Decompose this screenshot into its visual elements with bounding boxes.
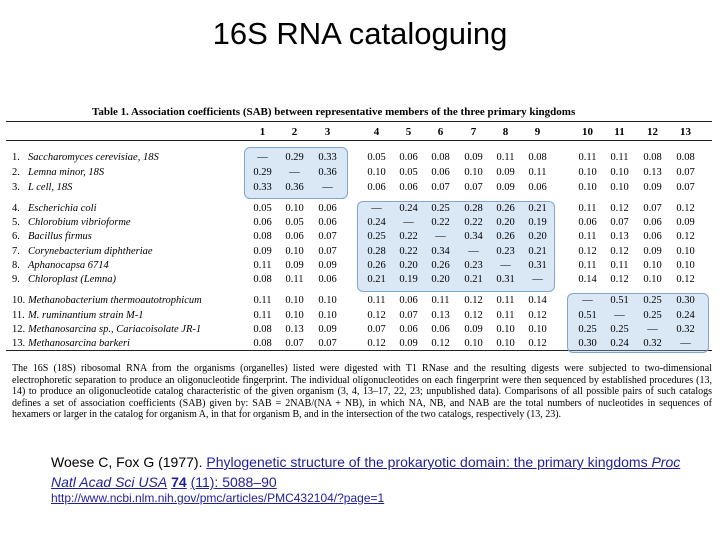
table-cell: 0.06: [399, 324, 418, 335]
table-cell: 0.24: [399, 203, 418, 214]
column-header-7: 7: [470, 126, 477, 138]
row-label: [12, 167, 104, 178]
organism-name: Aphanocapsa 6714: [28, 260, 109, 271]
table-cell: 0.06: [399, 152, 418, 163]
table-cell: 0.06: [318, 203, 337, 214]
table-cell: 0.12: [464, 310, 483, 321]
table-cell: 0.06: [643, 231, 662, 242]
table-cell: —: [680, 338, 691, 349]
table-cell: 0.09: [399, 338, 418, 349]
table-cell: 0.07: [367, 324, 386, 335]
table-cell: 0.09: [643, 182, 662, 193]
table-cell: 0.28: [464, 203, 483, 214]
table-cell: 0.06: [285, 231, 304, 242]
table-cell: 0.11: [431, 295, 450, 306]
table-cell: 0.21: [528, 203, 547, 214]
organism-name: Methanosarcina sp., Cariacoisolate JR-1: [28, 324, 202, 335]
table-cell: 0.10: [367, 167, 386, 178]
table-cell: 0.08: [431, 152, 450, 163]
table-cell: 0.10: [464, 338, 483, 349]
table-cell: 0.11: [253, 260, 272, 271]
table-cell: 0.05: [253, 203, 272, 214]
table-cell: 0.11: [578, 231, 597, 242]
table-cell: —: [257, 152, 268, 163]
citation: Woese C, Fox G (1977). Phylogenetic structure of the prokaryotic domain: the primary kingdoms Proc Natl Acad Sci USA 74 (11): 5088–90: [51, 454, 681, 490]
table-cell: 0.20: [399, 260, 418, 271]
table-cell: 0.20: [431, 274, 450, 285]
table-cell: 0.06: [578, 217, 597, 228]
citation-issue[interactable]: (11): [190, 474, 215, 490]
column-header-9: 9: [534, 126, 541, 138]
table-cell: 0.28: [367, 246, 386, 257]
table-cell: 0.11: [253, 295, 272, 306]
table-cell: 0.13: [431, 310, 450, 321]
table-cell: 0.22: [399, 231, 418, 242]
table-cell: 0.10: [610, 167, 629, 178]
table-cell: —: [532, 274, 543, 285]
table-cell: 0.11: [367, 295, 386, 306]
row-number: 2.: [12, 167, 20, 178]
column-header-6: 6: [437, 126, 444, 138]
table-cell: 0.12: [676, 274, 695, 285]
row-number: 6.: [12, 231, 20, 242]
row-number: 3.: [12, 182, 20, 193]
table-cell: —: [468, 246, 479, 257]
table-cell: 0.21: [528, 246, 547, 257]
table-cell: 0.19: [528, 217, 547, 228]
table-cell: —: [614, 310, 625, 321]
column-header-4: 4: [373, 126, 380, 138]
column-header-3: 3: [324, 126, 331, 138]
table-cell: 0.36: [285, 182, 304, 193]
table-cell: 0.09: [253, 246, 272, 257]
table-cell: —: [647, 324, 658, 335]
citation-url-link[interactable]: http://www.ncbi.nlm.nih.gov/pmc/articles/PMC432104/?page=1: [51, 491, 385, 505]
table-cell: 0.19: [399, 274, 418, 285]
table-cell: 0.11: [496, 310, 515, 321]
row-label: [12, 324, 201, 335]
row-number: 5.: [12, 217, 20, 228]
table-cell: 0.13: [643, 167, 662, 178]
citation-authors: Woese C, Fox G (1977).: [51, 454, 207, 470]
table-footnote: The 16S (18S) ribosomal RNA from the organisms (organelles) listed were digested with T1 RNase and the resulting digests were subjected to two-dimensional electrophoretic separation to produce an oligonucleotide fingerprint. The individual oligonucleotides on each fingerprint were then sequenced by established procedures (13, 14) to produce an oligonucleotide catalog characteristic of the given organism (3, 4, 13–17, 22, 23; unpublished data). Comparisons of all possible pairs of such catalogs defines a set of association coefficients (SAB) given by: SAB = 2NAB/(NA + NB), in which NA, NB, and NAB are the total numbers of nucleotides in sequences of hexamers or larger in the catalog for organism A, in that for organism B, and in the intersection of the two catalogs, respectively (13, 23).: [12, 363, 712, 421]
row-label: [12, 295, 202, 306]
table-cell: 0.07: [318, 246, 337, 257]
table-cell: 0.12: [367, 338, 386, 349]
table-cell: 0.05: [285, 217, 304, 228]
organism-name: M. ruminantium strain M-1: [28, 310, 144, 321]
table-cell: 0.10: [676, 260, 695, 271]
table-cell: 0.10: [285, 310, 304, 321]
table-cell: —: [403, 217, 414, 228]
table-cell: 0.12: [367, 310, 386, 321]
table-cell: 0.26: [496, 231, 515, 242]
row-number: 13.: [12, 338, 26, 349]
row-number: 10.: [12, 295, 26, 306]
table-cell: 0.29: [285, 152, 304, 163]
table-cell: 0.12: [610, 203, 629, 214]
organism-name: Corynebacterium diphtheriae: [28, 246, 153, 257]
row-number: 11.: [12, 310, 25, 321]
table-cell: 0.26: [367, 260, 386, 271]
table-cell: 0.25: [643, 310, 662, 321]
association-coefficient-table: [2, 100, 714, 440]
table-cell: 0.08: [253, 231, 272, 242]
organism-name: Chloroplast (Lemna): [28, 274, 116, 285]
row-label: [12, 274, 116, 285]
table-cell: 0.10: [285, 203, 304, 214]
table-cell: —: [435, 231, 446, 242]
table-cell: 0.33: [253, 182, 272, 193]
table-cell: 0.07: [464, 182, 483, 193]
table-cell: 0.24: [367, 217, 386, 228]
table-cell: 0.25: [367, 231, 386, 242]
table-cell: 0.08: [643, 152, 662, 163]
column-header-10: 10: [582, 126, 593, 138]
table-cell: 0.21: [367, 274, 386, 285]
table-cell: 0.10: [318, 310, 337, 321]
table-cell: 0.07: [610, 217, 629, 228]
row-number: 7.: [12, 246, 20, 257]
table-cell: 0.26: [431, 260, 450, 271]
table-cell: 0.10: [578, 182, 597, 193]
table-cell: 0.10: [676, 246, 695, 257]
table-cell: 0.31: [528, 260, 547, 271]
table-cell: 0.13: [285, 324, 304, 335]
table-cell: —: [322, 182, 333, 193]
table-cell: 0.06: [431, 324, 450, 335]
table-cell: 0.10: [496, 324, 515, 335]
table-cell: 0.22: [399, 246, 418, 257]
table-cell: 0.13: [610, 231, 629, 242]
table-cell: 0.51: [578, 310, 597, 321]
table-cell: 0.12: [431, 338, 450, 349]
table-cell: 0.09: [643, 246, 662, 257]
table-cell: 0.11: [610, 260, 629, 271]
organism-name: Methanobacterium thermoautotrophicum: [28, 295, 202, 306]
row-number: 1.: [12, 152, 20, 163]
table-cell: 0.12: [610, 246, 629, 257]
table-cell: 0.11: [496, 295, 515, 306]
table-cell: 0.34: [464, 231, 483, 242]
table-cell: 0.09: [676, 217, 695, 228]
row-label: [12, 152, 159, 163]
table-cell: 0.24: [610, 338, 629, 349]
table-cell: 0.08: [253, 274, 272, 285]
row-number: 4.: [12, 203, 20, 214]
table-cell: 0.22: [464, 217, 483, 228]
citation-title-link[interactable]: Phylogenetic structure of the prokaryotic domain: the primary kingdoms: [206, 454, 648, 470]
table-cell: 0.05: [367, 152, 386, 163]
table-cell: 0.10: [285, 246, 304, 257]
table-cell: —: [500, 260, 511, 271]
table-cell: 0.29: [253, 167, 272, 178]
row-number: 8.: [12, 260, 20, 271]
table-cell: 0.11: [496, 152, 515, 163]
table-cell: 0.07: [676, 182, 695, 193]
table-cell: 0.12: [610, 274, 629, 285]
table-cell: 0.31: [496, 274, 515, 285]
column-header-2: 2: [291, 126, 298, 138]
table-cell: 0.06: [431, 167, 450, 178]
table-cell: 0.07: [318, 338, 337, 349]
table-cell: 0.25: [431, 203, 450, 214]
table-cell: 0.11: [578, 203, 597, 214]
column-header-8: 8: [502, 126, 509, 138]
table-cell: 0.06: [528, 182, 547, 193]
organism-name: Methanosarcina barkeri: [28, 338, 130, 349]
table-cell: 0.25: [578, 324, 597, 335]
table-cell: —: [582, 295, 593, 306]
row-label: [12, 203, 97, 214]
row-label: [12, 310, 144, 321]
table-cell: 0.12: [528, 338, 547, 349]
table-cell: 0.26: [496, 203, 515, 214]
table-cell: 0.09: [318, 324, 337, 335]
row-number: 12.: [12, 324, 26, 335]
table-cell: 0.06: [399, 295, 418, 306]
citation-journal[interactable]: Proc Natl Acad Sci USA: [51, 454, 681, 490]
table-cell: 0.08: [253, 324, 272, 335]
row-label: [12, 260, 109, 271]
table-cell: 0.23: [464, 260, 483, 271]
table-cell: 0.20: [528, 231, 547, 242]
table-cell: 0.10: [643, 274, 662, 285]
table-cell: 0.06: [253, 217, 272, 228]
table-cell: 0.12: [464, 295, 483, 306]
table-cell: 0.25: [643, 295, 662, 306]
column-header-12: 12: [647, 126, 658, 138]
table-cell: 0.30: [578, 338, 597, 349]
table-cell: 0.34: [431, 246, 450, 257]
table-cell: 0.09: [496, 167, 515, 178]
table-cell: 0.25: [610, 324, 629, 335]
slide-title: 16S RNA cataloguing: [212, 16, 508, 51]
row-label: [12, 246, 153, 257]
table-cell: 0.09: [464, 152, 483, 163]
table-cell: 0.23: [496, 246, 515, 257]
table-cell: 0.10: [643, 260, 662, 271]
table-cell: 0.07: [643, 203, 662, 214]
table-cell: 0.33: [318, 152, 337, 163]
table-cell: 0.11: [578, 260, 597, 271]
table-cell: 0.09: [318, 260, 337, 271]
organism-name: L cell, 18S: [28, 182, 73, 193]
table-cell: 0.20: [496, 217, 515, 228]
table-cell: 0.05: [399, 167, 418, 178]
table-top-rule: [6, 121, 712, 122]
table-cell: 0.07: [318, 231, 337, 242]
table-cell: 0.10: [610, 182, 629, 193]
table-cell: 0.11: [285, 274, 304, 285]
column-header-11: 11: [614, 126, 625, 138]
table-cell: 0.12: [578, 246, 597, 257]
table-cell: 0.08: [528, 152, 547, 163]
table-cell: 0.07: [399, 310, 418, 321]
table-cell: 0.10: [285, 295, 304, 306]
table-cell: 0.22: [431, 217, 450, 228]
table-cell: 0.10: [496, 338, 515, 349]
organism-name: Bacillus firmus: [28, 231, 92, 242]
table-cell: 0.51: [610, 295, 629, 306]
table-cell: 0.08: [676, 152, 695, 163]
row-label: [12, 217, 131, 228]
table-cell: 0.06: [643, 217, 662, 228]
table-cell: 0.24: [676, 310, 695, 321]
column-header-1: 1: [259, 126, 266, 138]
row-label: [12, 182, 72, 193]
table-cell: 0.12: [528, 310, 547, 321]
organism-name: Lemna minor, 18S: [28, 167, 105, 178]
table-cell: 0.36: [318, 167, 337, 178]
citation-pages[interactable]: 5088–90: [222, 474, 277, 490]
table-cell: —: [371, 203, 382, 214]
table-cell: 0.14: [528, 295, 547, 306]
table-cell: 0.11: [253, 310, 272, 321]
organism-name: Escherichia coli: [28, 203, 97, 214]
table-cell: 0.07: [285, 338, 304, 349]
table-cell: 0.10: [318, 295, 337, 306]
table-header-rule: [6, 140, 712, 141]
citation-volume[interactable]: 74: [171, 474, 187, 490]
table-cell: 0.09: [285, 260, 304, 271]
table-cell: 0.11: [610, 152, 629, 163]
organism-name: Chlorobium vibrioforme: [28, 217, 131, 228]
table-cell: 0.10: [464, 167, 483, 178]
table-cell: 0.11: [578, 152, 597, 163]
table-cell: 0.11: [528, 167, 547, 178]
table-cell: 0.07: [676, 167, 695, 178]
table-cell: 0.06: [367, 182, 386, 193]
table-cell: 0.12: [676, 203, 695, 214]
table-cell: —: [289, 167, 300, 178]
column-header-5: 5: [405, 126, 412, 138]
table-cell: 0.32: [643, 338, 662, 349]
table-cell: 0.10: [528, 324, 547, 335]
table-cell: 0.12: [676, 231, 695, 242]
table-cell: 0.09: [496, 182, 515, 193]
table-cell: 0.30: [676, 295, 695, 306]
table-cell: 0.10: [578, 167, 597, 178]
table-caption: Table 1. Association coefficients (SAB) between representative members of the three primary kingdoms: [92, 106, 576, 118]
table-cell: 0.32: [676, 324, 695, 335]
table-cell: 0.21: [464, 274, 483, 285]
table-cell: 0.06: [318, 217, 337, 228]
row-label: [12, 338, 130, 349]
row-label: [12, 231, 92, 242]
table-cell: 0.08: [253, 338, 272, 349]
organism-name: Saccharomyces cerevisiae, 18S: [28, 152, 159, 163]
table-cell: 0.07: [431, 182, 450, 193]
column-header-13: 13: [680, 126, 691, 138]
table-cell: 0.14: [578, 274, 597, 285]
table-cell: 0.09: [464, 324, 483, 335]
row-number: 9.: [12, 274, 20, 285]
table-cell: 0.06: [399, 182, 418, 193]
table-cell: 0.06: [318, 274, 337, 285]
